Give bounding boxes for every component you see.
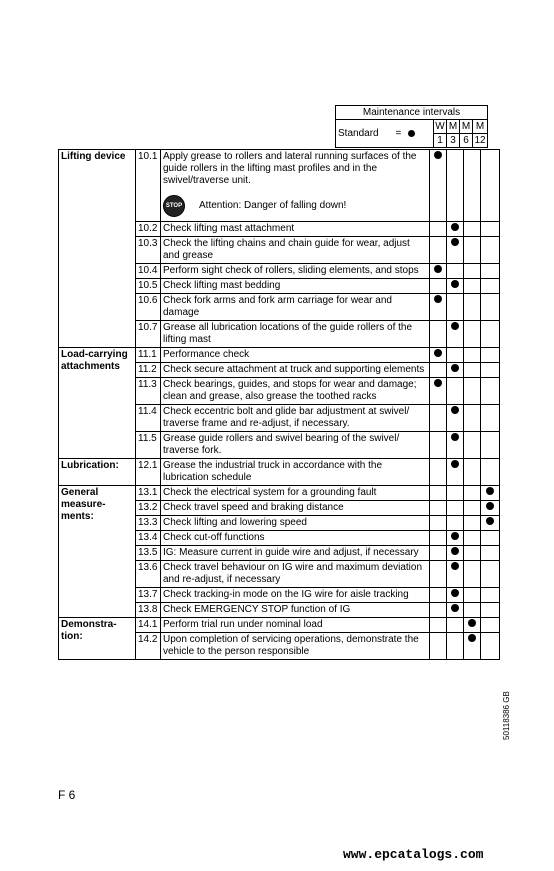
item-text: Apply grease to rollers and lateral running surfaces of the guide rollers in the lifting mast profiles and in the swivel/traverse unit.: [163, 151, 417, 186]
item-text: Upon completion of servicing operations, demonstrate the vehicle to the person responsible: [163, 634, 419, 657]
section-name: Lubrication:: [59, 459, 136, 486]
item-number: 11.2: [136, 363, 161, 378]
interval-cell: [430, 561, 447, 588]
item-description: [161, 546, 430, 561]
interval-cell: [464, 264, 481, 279]
interval-cell: [447, 378, 464, 405]
item-number: 10.3: [136, 237, 161, 264]
bullet-icon: [451, 589, 459, 597]
item-description: [161, 222, 430, 237]
bullet-icon: [434, 265, 442, 273]
interval-cell: [464, 321, 481, 348]
interval-cell: [447, 546, 464, 561]
interval-cell: [447, 618, 464, 633]
interval-cell: [464, 516, 481, 531]
interval-cell: [447, 222, 464, 237]
interval-cell: [481, 237, 500, 264]
item-description: [161, 405, 430, 432]
item-number: 14.1: [136, 618, 161, 633]
interval-cell: [447, 588, 464, 603]
interval-cell: [447, 501, 464, 516]
item-number: 13.6: [136, 561, 161, 588]
interval-cell: [430, 237, 447, 264]
interval-cell: [430, 348, 447, 363]
interval-cell: [481, 363, 500, 378]
interval-cell: [430, 432, 447, 459]
item-number: 11.4: [136, 405, 161, 432]
item-description: [161, 432, 430, 459]
item-number: 10.6: [136, 294, 161, 321]
interval-number: 1: [434, 134, 447, 148]
item-number: 10.1: [136, 150, 161, 222]
item-description: [161, 279, 430, 294]
interval-cell: [481, 321, 500, 348]
interval-cell: [481, 618, 500, 633]
interval-cell: [464, 222, 481, 237]
item-text: Check travel speed and braking distance: [163, 502, 344, 513]
item-number: 12.1: [136, 459, 161, 486]
item-text: Check eccentric bolt and glide bar adjustment at swivel/ traverse frame and re-adjust, if necessary.: [163, 406, 410, 429]
bullet-icon: [468, 634, 476, 642]
item-text: Check lifting and lowering speed: [163, 517, 307, 528]
item-description: [161, 486, 430, 501]
item-description: [161, 363, 430, 378]
interval-cell: [481, 459, 500, 486]
interval-cell: [464, 279, 481, 294]
bullet-icon: [434, 349, 442, 357]
bullet-icon: [451, 238, 459, 246]
bullet-icon: [451, 223, 459, 231]
item-description: [161, 294, 430, 321]
section-name: Demonstra-tion:: [59, 618, 136, 660]
section-name: Lifting device: [59, 150, 136, 348]
interval-cell: [464, 588, 481, 603]
table-row: [59, 150, 500, 222]
item-description: [161, 531, 430, 546]
interval-cell: [430, 150, 447, 222]
item-description: [161, 348, 430, 363]
interval-cell: [481, 294, 500, 321]
bullet-icon: [408, 130, 415, 137]
item-number: 14.2: [136, 633, 161, 660]
item-description: [161, 633, 430, 660]
interval-cell: [430, 378, 447, 405]
interval-cell: [481, 501, 500, 516]
interval-cell: [447, 516, 464, 531]
standard-legend: [336, 120, 434, 148]
item-text: Check bearings, guides, and stops for wear and damage; clean and grease, also grease the toothed racks: [163, 379, 417, 402]
maintenance-interval-header: [335, 105, 488, 148]
interval-cell: [447, 561, 464, 588]
item-number: 10.7: [136, 321, 161, 348]
bullet-icon: [451, 547, 459, 555]
item-description: [161, 459, 430, 486]
interval-cell: [447, 459, 464, 486]
interval-cell: [464, 294, 481, 321]
interval-cell: [464, 546, 481, 561]
interval-cell: [481, 405, 500, 432]
interval-cell: [447, 486, 464, 501]
interval-letter: M: [447, 120, 460, 134]
interval-cell: [464, 378, 481, 405]
interval-cell: [464, 432, 481, 459]
interval-cell: [481, 486, 500, 501]
bullet-icon: [451, 322, 459, 330]
item-description: [161, 618, 430, 633]
bullet-icon: [434, 151, 442, 159]
interval-cell: [447, 603, 464, 618]
item-description: [161, 150, 430, 222]
item-number: 13.4: [136, 531, 161, 546]
interval-cell: [481, 531, 500, 546]
bullet-icon: [451, 562, 459, 570]
warning-note: [163, 195, 427, 217]
item-number: 13.2: [136, 501, 161, 516]
bullet-icon: [451, 604, 459, 612]
interval-cell: [464, 561, 481, 588]
item-description: [161, 378, 430, 405]
item-text: Check EMERGENCY STOP function of IG: [163, 604, 351, 615]
interval-cell: [481, 222, 500, 237]
item-text: Check the lifting chains and chain guide for wear, adjust and grease: [163, 238, 410, 261]
interval-cell: [430, 264, 447, 279]
item-number: 10.5: [136, 279, 161, 294]
table-row: [59, 618, 500, 633]
page-number: F 6: [58, 788, 76, 802]
interval-cell: [430, 516, 447, 531]
item-text: IG: Measure current in guide wire and adjust, if necessary: [163, 547, 419, 558]
bullet-icon: [451, 433, 459, 441]
interval-cell: [464, 237, 481, 264]
interval-cell: [464, 603, 481, 618]
interval-number: 6: [460, 134, 473, 148]
interval-cell: [430, 531, 447, 546]
interval-cell: [481, 348, 500, 363]
interval-cell: [430, 459, 447, 486]
item-number: 11.5: [136, 432, 161, 459]
interval-cell: [481, 264, 500, 279]
interval-number: 3: [447, 134, 460, 148]
item-text: Check travel behaviour on IG wire and maximum deviation and re-adjust, if necessary: [163, 562, 423, 585]
item-description: [161, 501, 430, 516]
table-row: [59, 459, 500, 486]
footer-url: www.epcatalogs.com: [343, 847, 484, 862]
interval-cell: [464, 618, 481, 633]
item-number: 11.1: [136, 348, 161, 363]
item-text: Check secure attachment at truck and supporting elements: [163, 364, 425, 375]
item-text: Grease guide rollers and swivel bearing of the swivel/ traverse fork.: [163, 433, 400, 456]
item-number: 10.2: [136, 222, 161, 237]
bullet-icon: [451, 460, 459, 468]
interval-cell: [481, 279, 500, 294]
interval-cell: [481, 378, 500, 405]
interval-cell: [430, 633, 447, 660]
standard-label: Standard: [338, 128, 379, 139]
interval-cell: [430, 603, 447, 618]
interval-cell: [447, 405, 464, 432]
interval-cell: [430, 294, 447, 321]
bullet-icon: [486, 502, 494, 510]
interval-cell: [481, 150, 500, 222]
document-id: 50118386 GB: [502, 691, 511, 740]
bullet-icon: [434, 295, 442, 303]
bullet-icon: [486, 487, 494, 495]
item-text: Check lifting mast bedding: [163, 280, 281, 291]
interval-cell: [464, 501, 481, 516]
bullet-icon: [451, 406, 459, 414]
interval-cell: [447, 432, 464, 459]
bullet-icon: [451, 280, 459, 288]
item-number: 11.3: [136, 378, 161, 405]
interval-cell: [447, 633, 464, 660]
interval-cell: [464, 348, 481, 363]
table-row: [59, 486, 500, 501]
item-description: [161, 237, 430, 264]
interval-cell: [464, 459, 481, 486]
section-name: General measure-ments:: [59, 486, 136, 618]
item-number: 10.4: [136, 264, 161, 279]
item-number: 13.8: [136, 603, 161, 618]
item-description: [161, 561, 430, 588]
interval-cell: [481, 432, 500, 459]
interval-cell: [447, 264, 464, 279]
interval-cell: [430, 321, 447, 348]
interval-cell: [430, 363, 447, 378]
maintenance-table: [58, 149, 500, 660]
item-text: Perform sight check of rollers, sliding elements, and stops: [163, 265, 419, 276]
interval-cell: [430, 588, 447, 603]
interval-cell: [447, 363, 464, 378]
interval-number: 12: [474, 135, 486, 146]
interval-cell: [447, 279, 464, 294]
item-description: [161, 603, 430, 618]
interval-cell: [447, 237, 464, 264]
item-description: [161, 516, 430, 531]
interval-cell: [464, 363, 481, 378]
interval-letter: M: [460, 120, 473, 134]
interval-cell: [481, 546, 500, 561]
interval-cell: [447, 321, 464, 348]
interval-letter: W: [435, 121, 445, 132]
interval-cell: [464, 405, 481, 432]
item-text: Grease the industrial truck in accordance with the lubrication schedule: [163, 460, 382, 483]
interval-cell: [430, 501, 447, 516]
interval-letter: M: [473, 120, 488, 134]
interval-cell: [464, 531, 481, 546]
interval-cell: [464, 633, 481, 660]
item-text: Performance check: [163, 349, 250, 360]
interval-cell: [481, 633, 500, 660]
interval-cell: [430, 486, 447, 501]
bullet-icon: [451, 364, 459, 372]
stop-sign-icon: STOP: [163, 195, 185, 217]
interval-cell: [481, 588, 500, 603]
section-name: Load-carrying attachments: [59, 348, 136, 459]
interval-cell: [430, 279, 447, 294]
interval-cell: [481, 603, 500, 618]
intervals-title: Maintenance intervals: [336, 106, 488, 120]
interval-cell: [430, 546, 447, 561]
item-number: 13.7: [136, 588, 161, 603]
item-number: 13.3: [136, 516, 161, 531]
interval-cell: [464, 486, 481, 501]
item-text: Check fork arms and fork arm carriage for wear and damage: [163, 295, 392, 318]
bullet-icon: [486, 517, 494, 525]
item-text: Perform trial run under nominal load: [163, 619, 323, 630]
item-description: [161, 588, 430, 603]
equals-sign: =: [395, 128, 402, 139]
interval-cell: [481, 561, 500, 588]
item-text: Grease all lubrication locations of the guide rollers of the lifting mast: [163, 322, 413, 345]
interval-cell: [447, 531, 464, 546]
bullet-icon: [468, 619, 476, 627]
item-description: [161, 321, 430, 348]
interval-cell: [430, 405, 447, 432]
interval-cell: [430, 222, 447, 237]
bullet-icon: [434, 379, 442, 387]
interval-cell: [430, 618, 447, 633]
item-text: Check lifting mast attachment: [163, 223, 295, 234]
item-text: Check tracking-in mode on the IG wire for aisle tracking: [163, 589, 409, 600]
bullet-icon: [451, 532, 459, 540]
warning-text: Attention: Danger of falling down!: [199, 200, 347, 211]
table-row: [59, 348, 500, 363]
item-text: Check the electrical system for a grounding fault: [163, 487, 377, 498]
item-description: [161, 264, 430, 279]
interval-cell: [464, 150, 481, 222]
interval-cell: [447, 348, 464, 363]
interval-cell: [447, 150, 464, 222]
item-number: 13.5: [136, 546, 161, 561]
item-text: Check cut-off functions: [163, 532, 265, 543]
interval-cell: [447, 294, 464, 321]
item-number: 13.1: [136, 486, 161, 501]
interval-cell: [481, 516, 500, 531]
